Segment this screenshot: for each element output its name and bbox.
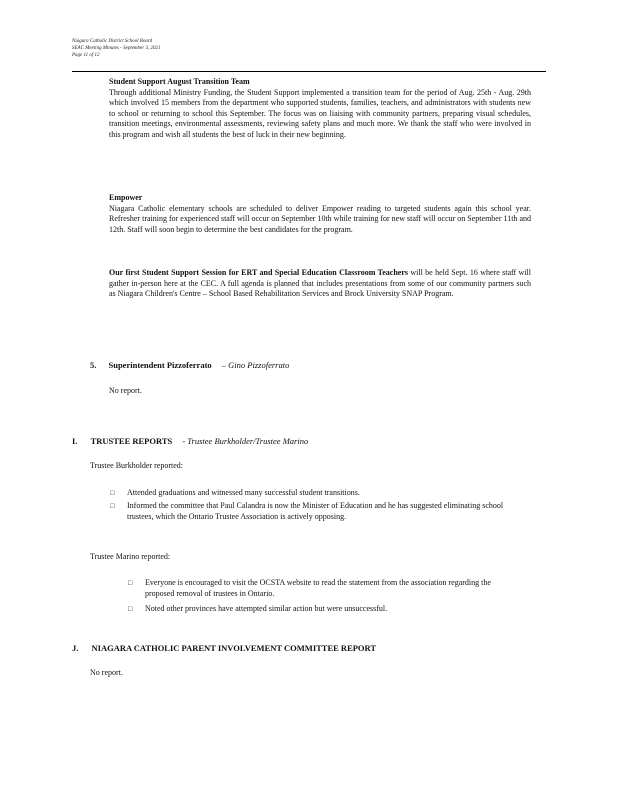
item-5-note: No report. (109, 386, 142, 395)
trustee-burkholder-intro: Trustee Burkholder reported: (90, 461, 184, 470)
page-header (72, 38, 160, 59)
item-j-title: NIAGARA CATHOLIC PARENT INVOLVEMENT COMMITTEE REPORT (91, 643, 377, 653)
item-j-letter: J. (72, 643, 79, 653)
empower-body: Niagara Catholic elementary schools are scheduled to deliver Empower reading to targeted students again this school year. Refresher training for experienced staff will occur on September 10th while training for new staff will occur on September 11th and 12th. Staff will soon begin to determine the best candidates for the program. (109, 203, 531, 234)
ert-session-body: will be held Sept. 16 where staff will gather in-person here at the CEC. A full agenda is planned that includes presentations from some of our community partners such as Niagara Children's Centre – School Based Rehabilitation Services and Brock University SNAP Program. (109, 268, 531, 299)
item-i-heading (72, 436, 308, 446)
item-5-title: Superintendent Pizzoferrato (108, 360, 212, 370)
item-i-title: TRUSTEE REPORTS (90, 436, 173, 446)
item-j-note: No report. (90, 668, 123, 677)
item-i-letter: I. (72, 436, 78, 446)
list-item (128, 604, 519, 615)
bullet-text: Attended graduations and witnessed many successful student transitions. (127, 488, 360, 497)
ert-session-title: Our first Student Support Session for ERT and Special Education Classroom Teachers (109, 268, 408, 277)
header-board: Niagara Catholic District School Board (72, 39, 153, 44)
checkbox-bullet-icon: □ (128, 605, 133, 613)
ert-session-section (109, 268, 531, 300)
item-5-speaker: – Gino Pizzoferrato (221, 360, 290, 370)
list-item (128, 578, 519, 599)
list-item (110, 488, 519, 499)
checkbox-bullet-icon: □ (128, 579, 133, 587)
item-i-speaker: - Trustee Burkholder/Trustee Marino (182, 436, 309, 446)
item-5-number: 5. (90, 360, 97, 370)
item-5-heading (90, 360, 289, 370)
transition-team-body: Through additional Ministry Funding, the Student Support implemented a transition team for the period of Aug. 25th - Aug. 29th which involved 15 members from the department who supported students, families, teachers, and administrators with students new to school or returning to school this September. The focus was on liaising with community partners, preparing visual schedules, transition meetings, environmental assessments, reviewing safety plans and much more. We thank the staff who were involved in this program and wish all students the best of luck in their new beginning. (109, 87, 531, 139)
checkbox-bullet-icon: □ (110, 489, 115, 497)
empower-title: Empower (109, 193, 143, 202)
header-page-number: Page 11 of 12 (72, 53, 100, 58)
header-meeting: SEAC Meeting Minutes - September 3, 2021 (72, 46, 161, 51)
bullet-text: Noted other provinces have attempted similar action but were unsuccessful. (145, 604, 388, 613)
bullet-text: Informed the committee that Paul Calandra is now the Minister of Education and he has suggested eliminating school trustees, which the Ontario Trustee Association is actively opposing. (127, 501, 504, 521)
transition-team-title: Student Support August Transition Team (109, 77, 250, 86)
bullet-text: Everyone is encouraged to visit the OCSTA website to read the statement from the association regarding the proposed removal of trustees in Ontario. (145, 578, 491, 598)
checkbox-bullet-icon: □ (110, 502, 115, 510)
list-item (110, 501, 519, 522)
trustee-marino-intro: Trustee Marino reported: (90, 552, 171, 561)
empower-section (109, 193, 531, 235)
item-j-heading (72, 643, 376, 653)
header-rule (72, 71, 546, 72)
transition-team-section (109, 77, 531, 141)
